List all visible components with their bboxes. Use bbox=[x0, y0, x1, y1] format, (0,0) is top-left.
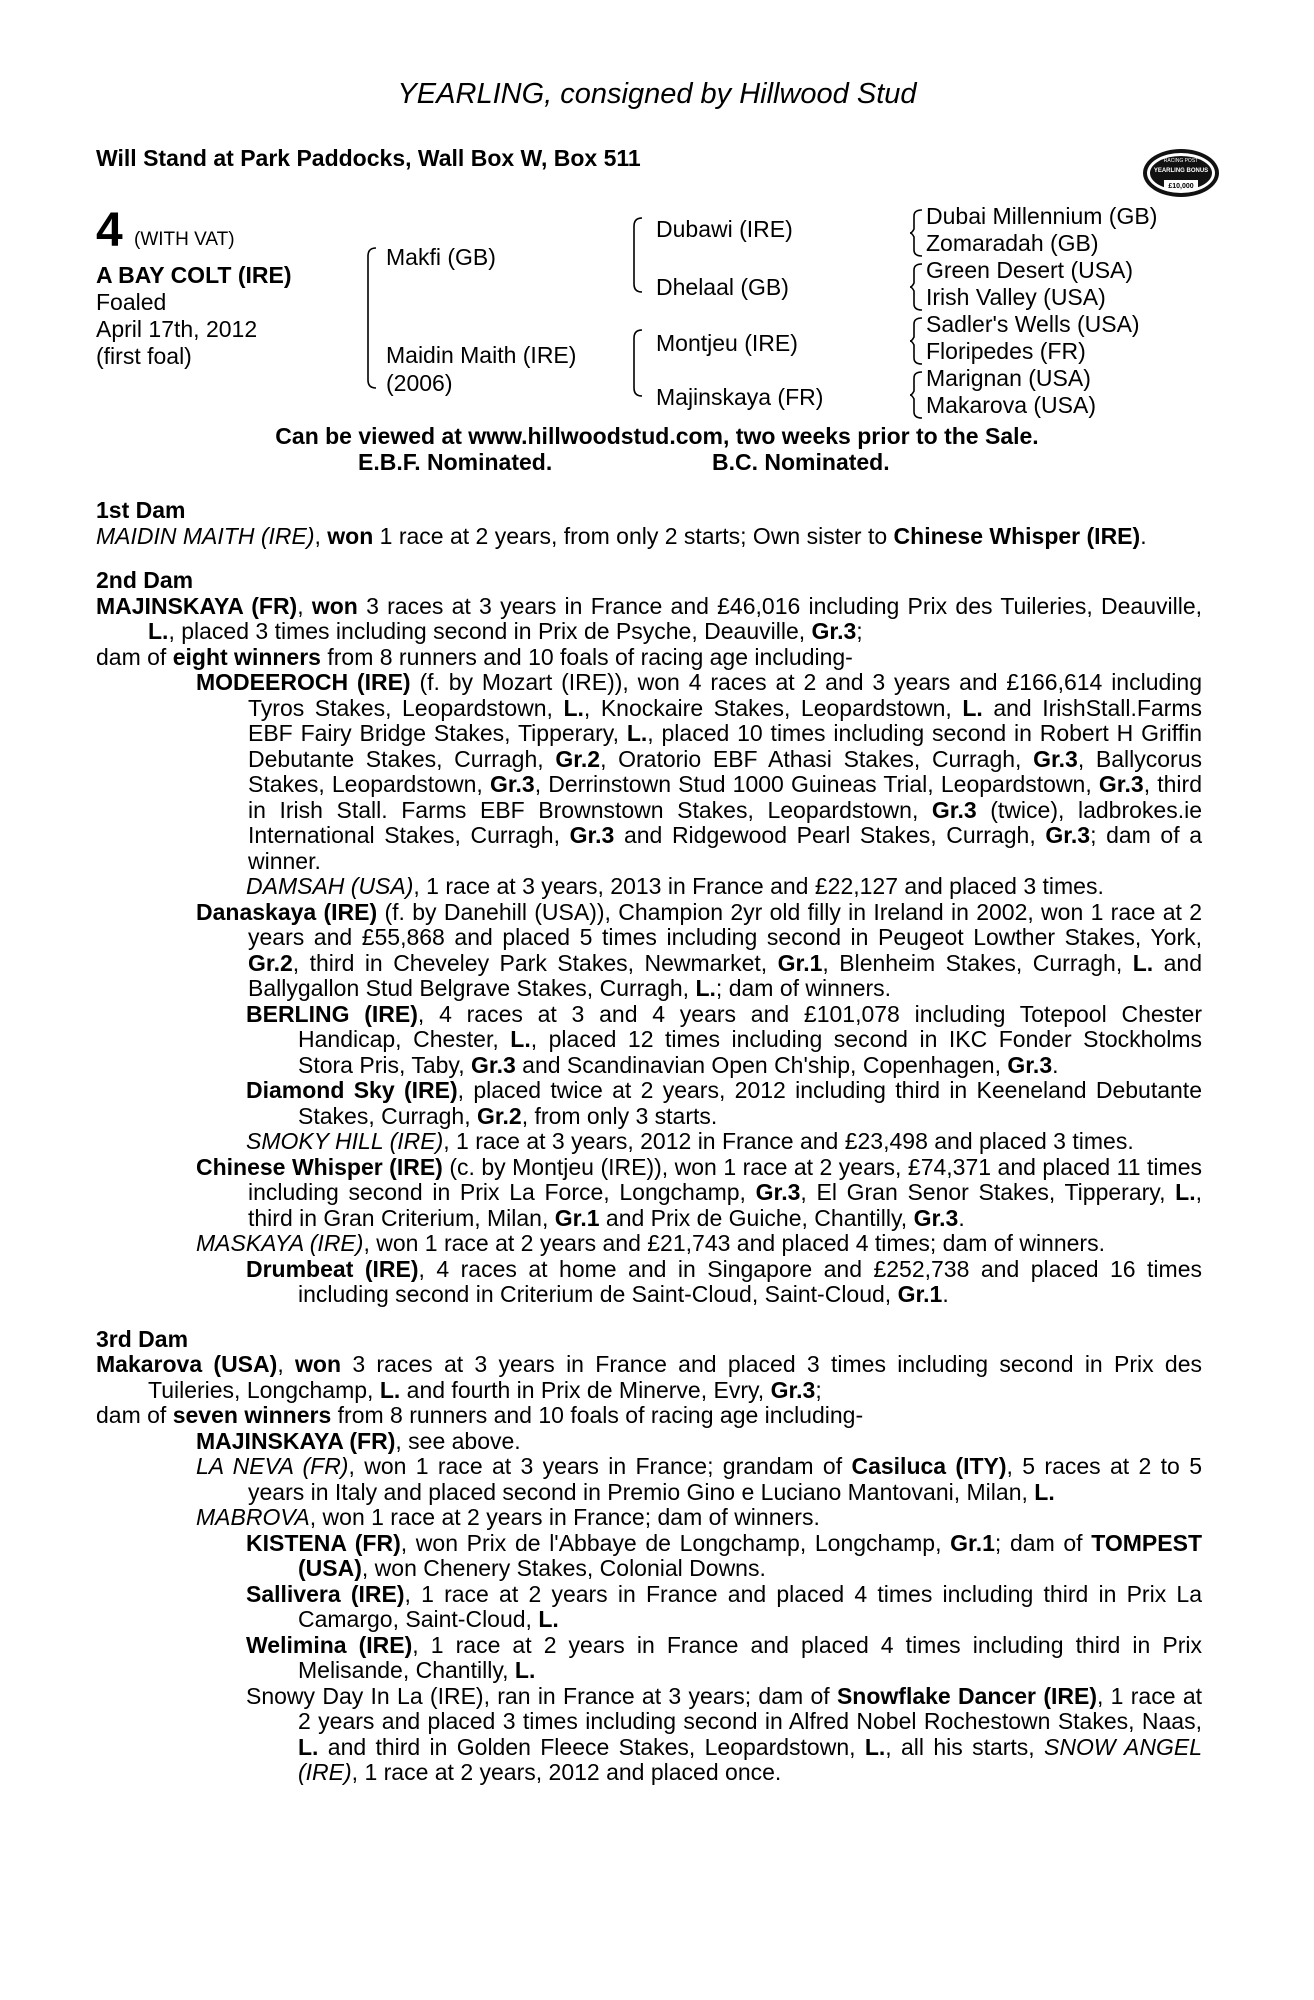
horse-name: LA NEVA (FR) bbox=[196, 1453, 349, 1479]
pedigree-ggp: Makarova (USA) bbox=[926, 392, 1096, 418]
produce-entry: Welimina (IRE), 1 race at 2 years in France and placed 4 times including third in Prix Melisande, Chantilly, L. bbox=[246, 1631, 1202, 1683]
section-heading-3rd-dam: 3rd Dam bbox=[96, 1325, 189, 1352]
foal-note: (first foal) bbox=[96, 343, 192, 369]
horse-name: Danaskaya (IRE) bbox=[196, 898, 378, 925]
sale-header: YEARLING, consigned by Hillwood Stud bbox=[397, 78, 917, 110]
dam2-produce-line: dam of eight winners from 8 runners and 10 foals of racing age including- bbox=[96, 643, 853, 670]
horse-name: Sallivera (IRE) bbox=[246, 1580, 405, 1607]
produce-entry: MODEEROCH (IRE) (f. by Mozart (IRE)), won 4 races at 2 and 3 years and £166,614 including Tyros Stakes, Leopardstown, L., Knockaire Stakes, Leopardstown, L. and IrishStall.Farms EBF Fairy Bridge Stakes, Tipperary, L., placed 10 times including second in Robert H Griffin Debutante Stakes, Curragh, Gr.2, Oratorio EBF Athasi Stakes, Curragh, Gr.3, Ballycorus Stakes, Leopardstown, Gr.3, Derrinstown Stud 1000 Guineas Trial, Leopardstown, Gr.3, third in Irish Stall. Farms EBF Brownstown Stakes, Leopardstown, Gr.3 (twice), ladbrokes.ie International Stakes, Curragh, Gr.3 and Ridgewood Pearl Stakes, Curragh, Gr.3; dam of a winner. bbox=[196, 669, 1203, 874]
produce-entry: SMOKY HILL (IRE), 1 race at 3 years, 2012 in France and £23,498 and placed 3 times. bbox=[246, 1128, 1134, 1154]
badge-amount: £10,000 bbox=[1168, 183, 1194, 190]
horse-name: BERLING (IRE) bbox=[246, 1000, 418, 1027]
produce-entry: BERLING (IRE), 4 races at 3 and 4 years and £101,078 including Totepool Chester Handicap, Chester, L., placed 12 times including second in IKC Fonder Stockholms Stora Pris, Taby, Gr.3 and Scandinavian Open Ch'ship, Copenhagen, Gr.3. bbox=[246, 1000, 1202, 1078]
pedigree-ggp: Sadler's Wells (USA) bbox=[926, 311, 1140, 337]
catalogue-body bbox=[96, 498, 1202, 1786]
vat-note: (WITH VAT) bbox=[134, 229, 235, 250]
horse-name: KISTENA (FR) bbox=[246, 1529, 401, 1556]
section-heading-2nd-dam: 2nd Dam bbox=[96, 567, 194, 593]
horse-name: Makarova (USA) bbox=[96, 1351, 278, 1377]
ebf-nominated: E.B.F. Nominated. bbox=[358, 449, 553, 475]
horse-name: Drumbeat (IRE) bbox=[246, 1255, 419, 1282]
horse-name: Diamond Sky (IRE) bbox=[246, 1077, 458, 1103]
produce-entry: LA NEVA (FR), won 1 race at 3 years in France; grandam of Casiluca (ITY), 5 races at 2 to 5 years in Italy and placed second in Premio Gino e Luciano Mantovani, Milan, L. bbox=[196, 1453, 1202, 1505]
produce-entry: KISTENA (FR), won Prix de l'Abbaye de Longchamp, Longchamp, Gr.1; dam of TOMPEST (USA), won Chenery Stakes, Colonial Downs. bbox=[246, 1529, 1203, 1581]
horse-name: Chinese Whisper (IRE) bbox=[893, 522, 1141, 549]
horse-name: SMOKY HILL (IRE) bbox=[246, 1128, 444, 1154]
horse-name: MAIDIN MAITH (IRE) bbox=[96, 522, 315, 549]
pedigree-granddam-2: Majinskaya (FR) bbox=[656, 384, 824, 410]
produce-entry: Chinese Whisper (IRE) (c. by Montjeu (IRE)), won 1 race at 2 years, £74,371 and placed 11 times including second in Prix La Force, Longchamp, Gr.3, El Gran Senor Stakes, Tipperary, L., third in Gran Criterium, Milan, Gr.1 and Prix de Guiche, Chantilly, Gr.3. bbox=[196, 1153, 1202, 1231]
pedigree-ggp: Irish Valley (USA) bbox=[926, 284, 1106, 310]
horse-name: MODEEROCH (IRE) bbox=[196, 669, 411, 695]
pedigree-ggp: Green Desert (USA) bbox=[926, 257, 1134, 283]
produce-entry: DAMSAH (USA), 1 race at 3 years, 2013 in France and £22,127 and placed 3 times. bbox=[246, 873, 1104, 899]
dam2-entry: MAJINSKAYA (FR), won 3 races at 3 years in France and £46,016 including Prix des Tuileries, Deauville, L., placed 3 times including second in Prix de Psyche, Deauville, Gr.3; bbox=[96, 592, 1202, 644]
dam3-entry: Makarova (USA), won 3 races at 3 years in France and placed 3 times including second in Prix des Tuileries, Longchamp, L. and fourth in Prix de Minerve, Evry, Gr.3; bbox=[96, 1351, 1203, 1403]
pedigree-sire: Makfi (GB) bbox=[386, 244, 496, 270]
pedigree-grandsire-2: Montjeu (IRE) bbox=[656, 330, 798, 356]
dam1-entry: MAIDIN MAITH (IRE), won 1 race at 2 years, from only 2 starts; Own sister to Chinese Whisper (IRE). bbox=[96, 522, 1147, 549]
pedigree-grandsire-1: Dubawi (IRE) bbox=[656, 216, 793, 242]
produce-entry: MABROVA, won 1 race at 2 years in France; dam of winners. bbox=[196, 1504, 820, 1530]
lot-name: A BAY COLT (IRE) bbox=[96, 262, 292, 288]
pedigree-dam-year: (2006) bbox=[386, 370, 453, 396]
horse-name: MABROVA bbox=[196, 1504, 310, 1530]
produce-entry: MASKAYA (IRE), won 1 race at 2 years and £21,743 and placed 4 times; dam of winners. bbox=[196, 1230, 1105, 1256]
produce-entry: Snowy Day In La (IRE), ran in France at 3 years; dam of Snowflake Dancer (IRE), 1 race at 2 years and placed 3 times including second in Alfred Nobel Rochestown Stakes, Naas, L. and third in Golden Fleece Stakes, Leopardstown, L., all his starts, SNOW ANGEL (IRE), 1 race at 2 years, 2012 and placed once. bbox=[246, 1682, 1203, 1785]
pedigree-granddam-1: Dhelaal (GB) bbox=[656, 274, 789, 300]
produce-entry: Danaskaya (IRE) (f. by Danehill (USA)), Champion 2yr old filly in Ireland in 2002, won 1 race at 2 years and £55,868 and placed 5 times including second in Peugeot Lowther Stakes, York, Gr.2, third in Cheveley Park Stakes, Newmarket, Gr.1, Blenheim Stakes, Curragh, L. and Ballygallon Stud Belgrave Stakes, Curragh, L.; dam of winners. bbox=[196, 898, 1203, 1001]
dam3-produce-line: dam of seven winners from 8 runners and 10 foals of racing age including- bbox=[96, 1402, 864, 1428]
bc-nominated: B.C. Nominated. bbox=[712, 449, 890, 475]
viewing-notice: Can be viewed at www.hillwoodstud.com, two weeks prior to the Sale. bbox=[275, 423, 1039, 449]
section-heading-1st-dam: 1st Dam bbox=[96, 497, 186, 523]
horse-name: Welimina (IRE) bbox=[246, 1631, 413, 1658]
badge-top-text: RACING POST bbox=[1163, 158, 1199, 164]
pedigree-ggp: Marignan (USA) bbox=[926, 365, 1091, 391]
produce-entry: Sallivera (IRE), 1 race at 2 years in France and placed 4 times including third in Prix La Camargo, Saint-Cloud, L. bbox=[246, 1580, 1202, 1632]
pedigree-ggp: Floripedes (FR) bbox=[926, 338, 1086, 364]
produce-entry: MAJINSKAYA (FR), see above. bbox=[196, 1427, 521, 1454]
pedigree-ggp: Zomaradah (GB) bbox=[926, 230, 1099, 256]
horse-name: Chinese Whisper (IRE) bbox=[196, 1153, 443, 1180]
horse-name: MAJINSKAYA (FR) bbox=[96, 592, 298, 619]
produce-entry: Diamond Sky (IRE), placed twice at 2 years, 2012 including third in Keeneland Debutante Stakes, Curragh, Gr.2, from only 3 starts. bbox=[246, 1077, 1202, 1129]
horse-name: DAMSAH (USA) bbox=[246, 873, 414, 899]
foaled-date: April 17th, 2012 bbox=[96, 316, 258, 342]
pedigree-dam: Maidin Maith (IRE) bbox=[386, 342, 577, 368]
produce-entry: Drumbeat (IRE), 4 races at home and in Singapore and £252,738 and placed 16 times including second in Criterium de Saint-Cloud, Saint-Cloud, Gr.1. bbox=[246, 1255, 1202, 1307]
stand-location: Will Stand at Park Paddocks, Wall Box W, Box 511 bbox=[96, 145, 641, 171]
horse-name: MASKAYA (IRE) bbox=[196, 1230, 364, 1256]
horse-name: MAJINSKAYA (FR) bbox=[196, 1427, 396, 1454]
pedigree-ggp: Dubai Millennium (GB) bbox=[926, 203, 1158, 229]
foaled-label: Foaled bbox=[96, 289, 167, 315]
lot-number: 4 bbox=[96, 204, 123, 257]
badge-mid-text: YEARLING BONUS bbox=[1153, 168, 1209, 174]
